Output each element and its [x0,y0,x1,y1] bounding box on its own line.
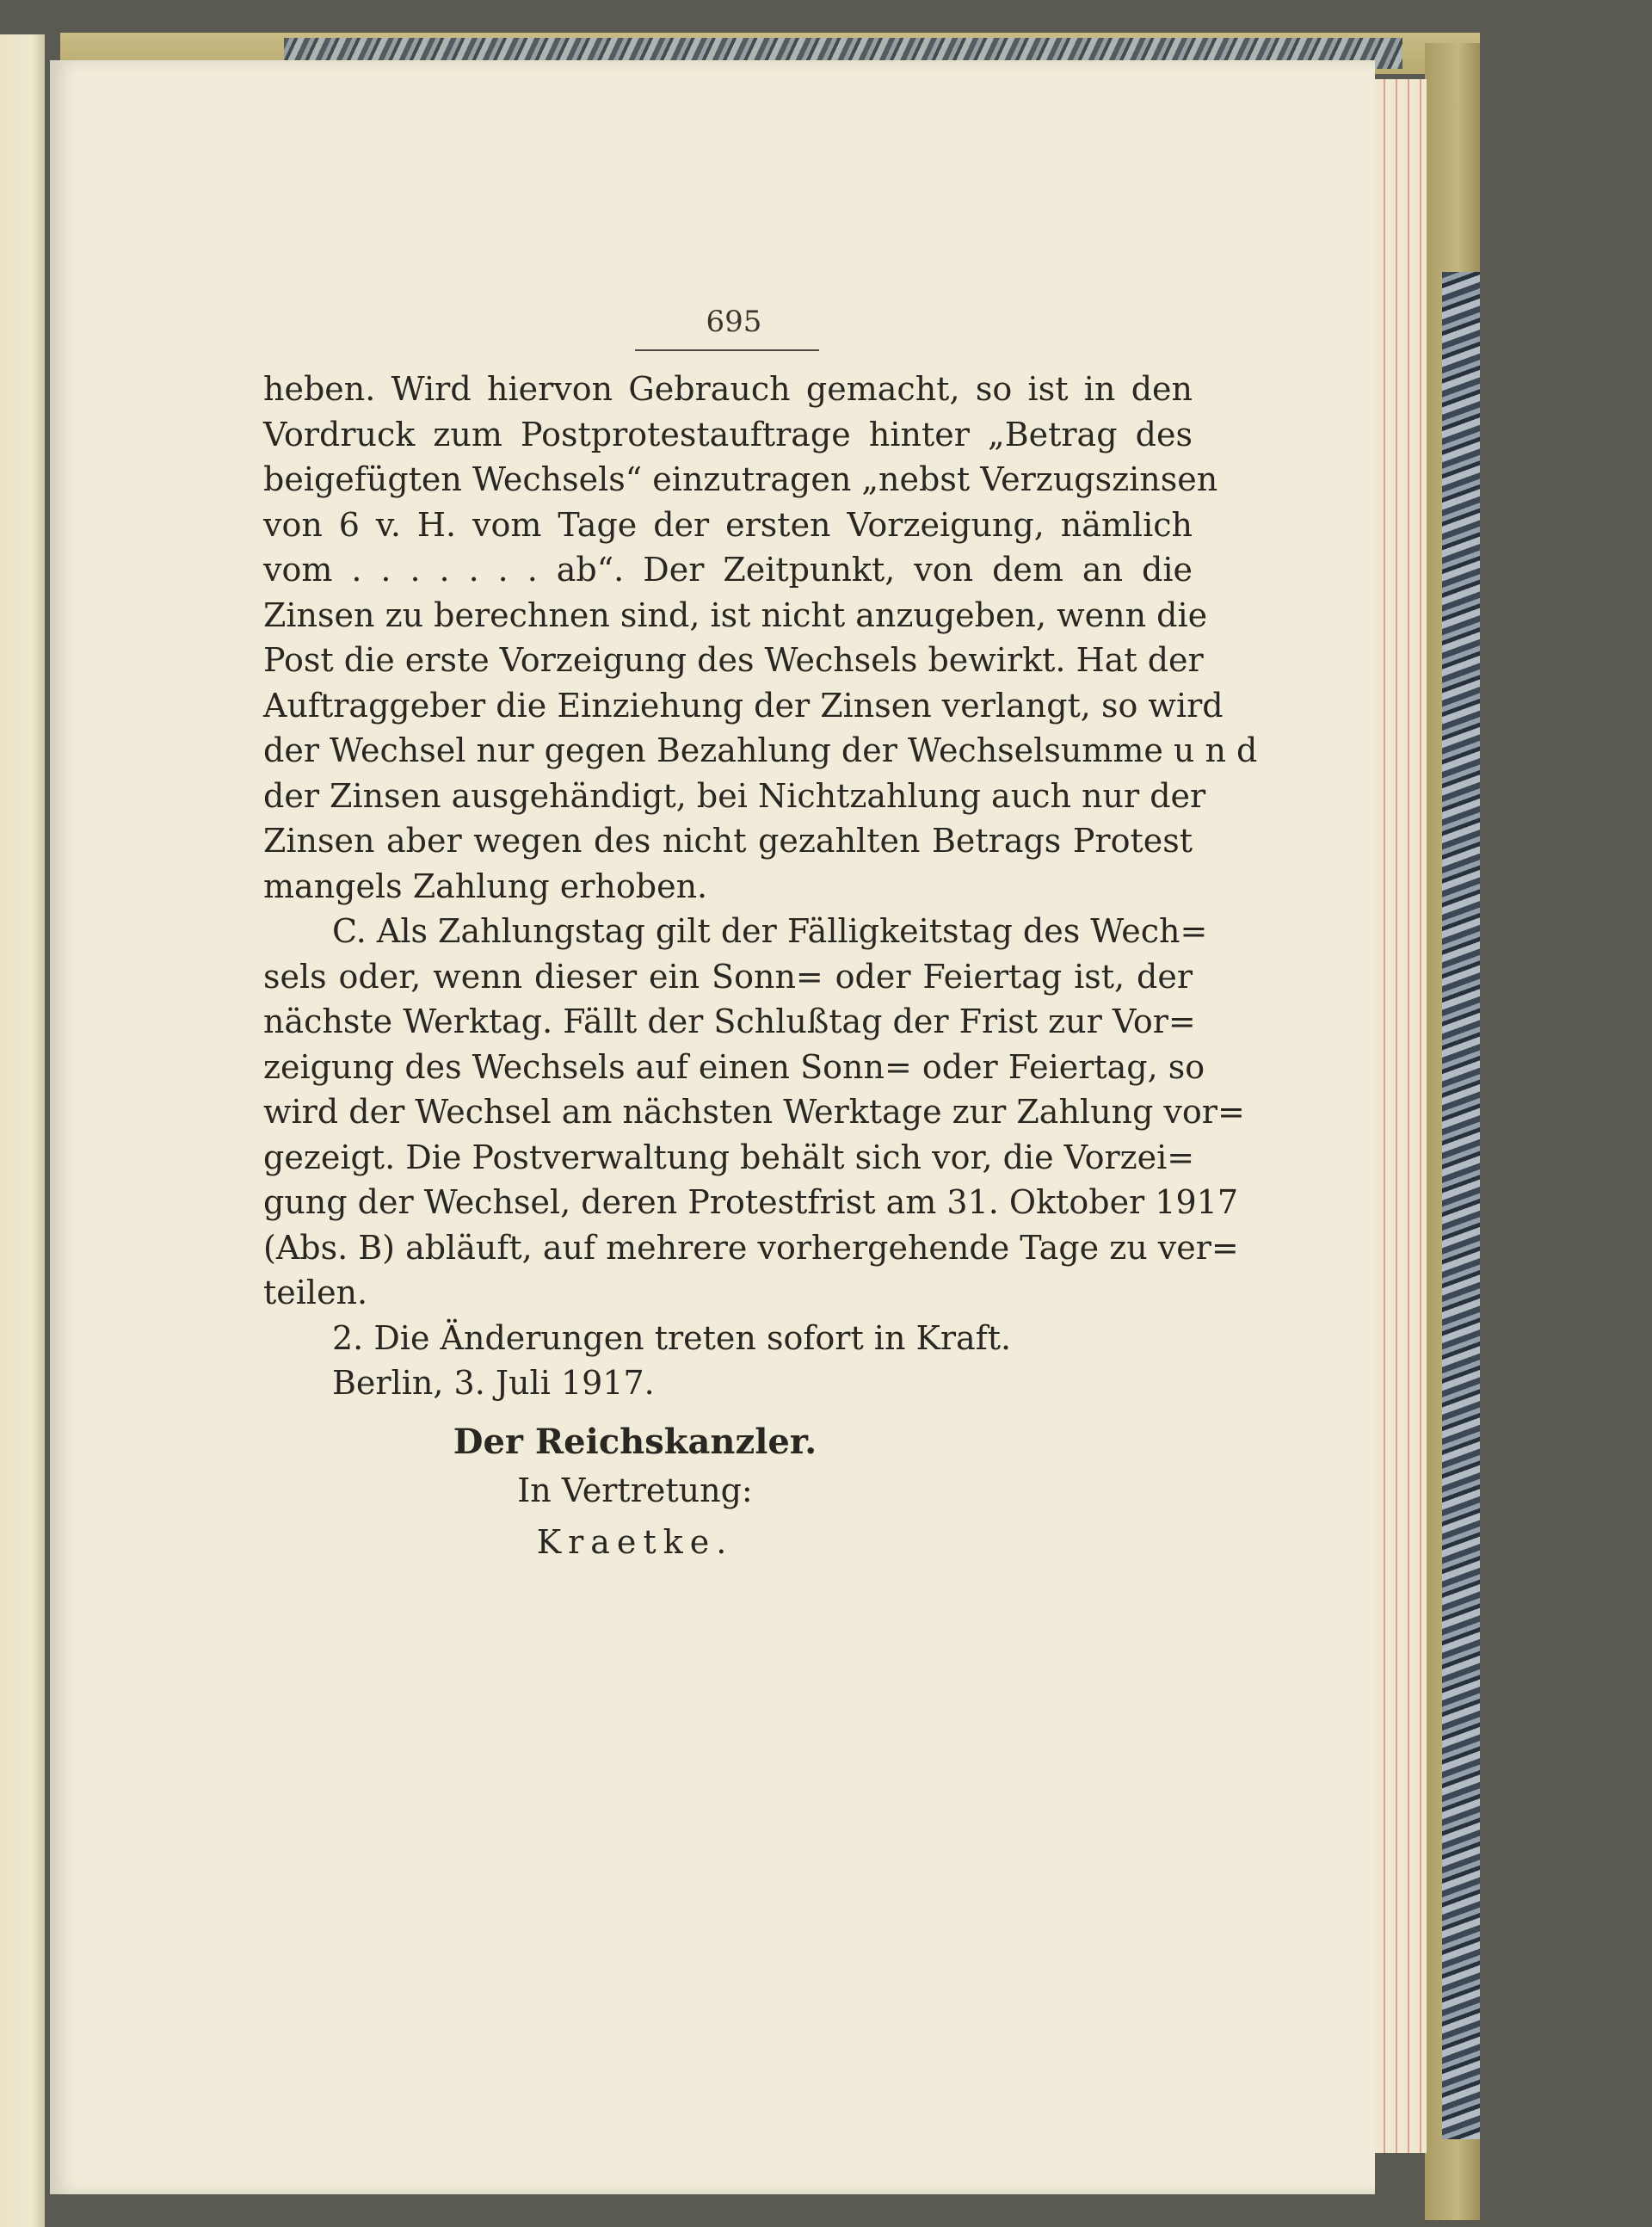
signature-title: Der Reichskanzler. [453,1422,817,1462]
text-line: der Zinsen ausgehändigt, bei Nichtzahlung auch nur der [263,776,1206,815]
text-line: C. Als Zahlungstag gilt der Fälligkeitstag des Wech= [332,912,1208,950]
text-line: heben. Wird hiervon Gebrauch gemacht, so ist in den [263,370,1193,408]
text-line: Auftraggeber die Einziehung der Zinsen verlangt, so wird [263,686,1224,725]
text-line: Post die erste Vorzeigung des Wechsels bewirkt. Hat der [263,641,1204,679]
date-line: Berlin, 3. Juli 1917. [332,1364,655,1402]
text-line: (Abs. B) abläuft, auf mehrere vorhergehende Tage zu ver= [263,1228,1239,1267]
text-line: 2. Die Änderungen treten sofort in Kraft. [332,1318,1012,1357]
text-line: mangels Zahlung erhoben. [263,867,708,905]
text-line: teilen. [263,1274,368,1311]
text-line: nächste Werktag. Fällt der Schlußtag der Frist zur Vor= [263,1002,1196,1040]
text-line: beigefügten Wechsels“ einzutragen „nebst Verzugszinsen [263,460,1218,498]
text-line: zeigung des Wechsels auf einen Sonn= oder Feiertag, so [263,1047,1205,1086]
text-line: der Wechsel nur gegen Bezahlung der Wechselsumme u n d [263,731,1258,769]
text-line: Zinsen aber wegen des nicht gezahlten Betrags Protest [263,822,1193,860]
signature-subtitle: In Vertretung: [517,1471,753,1509]
text-line: vom . . . . . . . ab“. Der Zeitpunkt, von dem an die [263,551,1193,589]
text-line: gung der Wechsel, deren Protestfrist am 31. Oktober 1917 [263,1183,1239,1221]
marbled-cover-right [1442,272,1480,2139]
left-page-edge [0,34,45,2227]
book-page [50,60,1375,2194]
text-line: Vordruck zum Postprotestauftrage hinter „Betrag des [263,415,1193,453]
header-rule [635,349,819,351]
page-edges [1366,79,1427,2153]
body-text [263,367,1258,1406]
signature-name: Kraetke. [536,1523,734,1561]
text-line: gezeigt. Die Postverwaltung behält sich vor, die Vorzei= [263,1138,1195,1176]
text-line: Zinsen zu berechnen sind, ist nicht anzugeben, wenn die [263,595,1208,634]
text-line: von 6 v. H. vom Tage der ersten Vorzeigung, nämlich [263,505,1193,544]
page-number: 695 [706,305,762,339]
text-line: wird der Wechsel am nächsten Werktage zur Zahlung vor= [263,1093,1245,1131]
text-line: sels oder, wenn dieser ein Sonn= oder Feiertag ist, der [263,957,1193,996]
